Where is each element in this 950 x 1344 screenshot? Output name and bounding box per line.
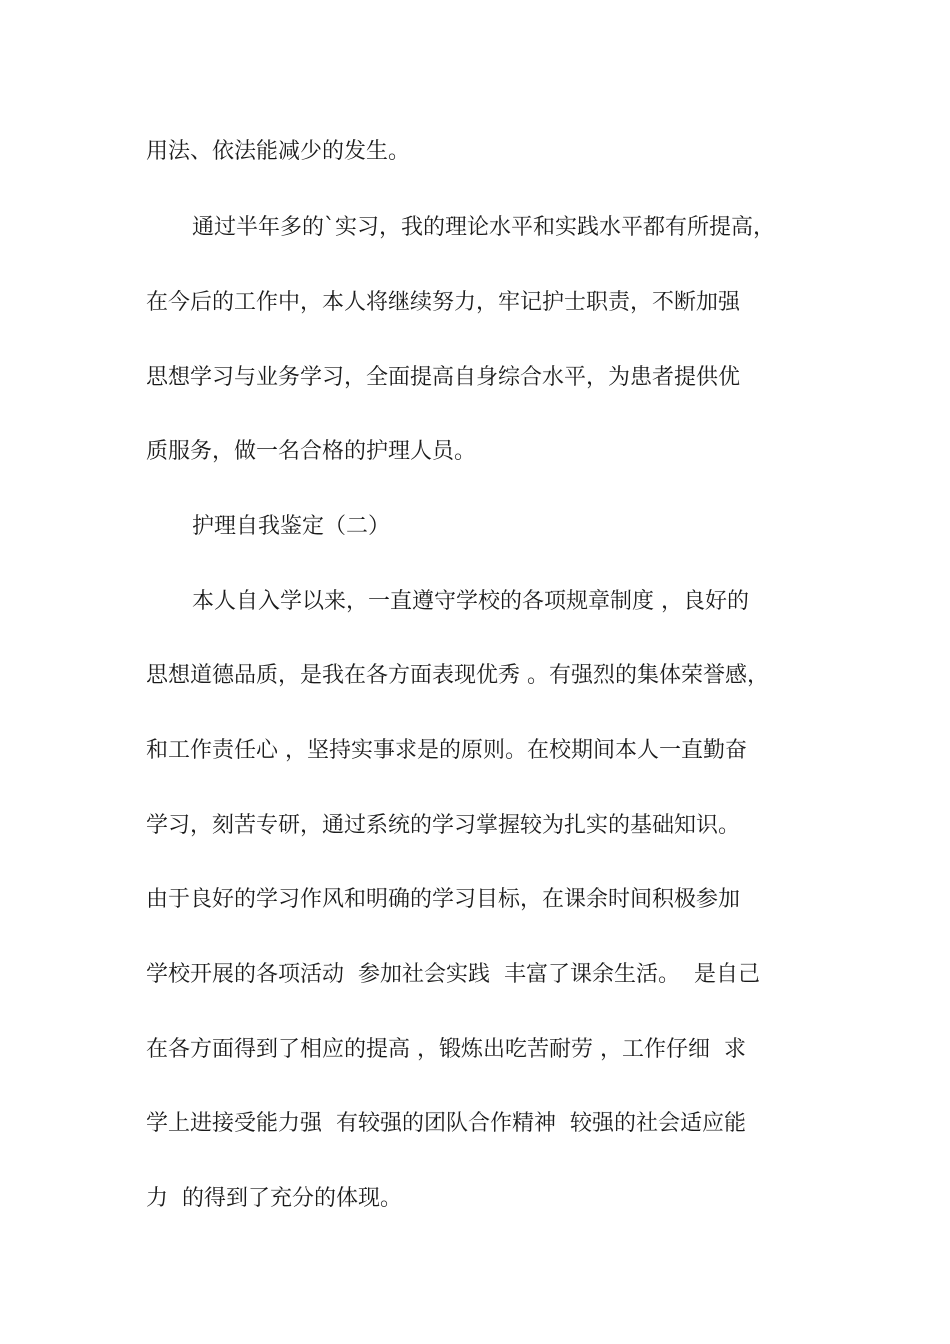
paragraph-line: 思想学习与业务学习，全面提高自身综合水平，为患者提供优 [146, 365, 741, 390]
paragraph-line: 力 的得到了充分的体现。 [146, 1186, 402, 1211]
paragraph-line: 学习，刻苦专研，通过系统的学习掌握较为扎实的基础知识。 [146, 813, 741, 838]
paragraph-line: 在今后的工作中，本人将继续努力，牢记护士职责，不断加强 [146, 290, 741, 315]
paragraph-line: 由于良好的学习作风和明确的学习目标，在课余时间积极参加 [146, 887, 741, 912]
section-heading: 护理自我鉴定（二） [192, 514, 391, 539]
paragraph-line: 通过半年多的`实习，我的理论水平和实践水平都有所提高， [192, 215, 776, 240]
paragraph-line: 思想道德品质，是我在各方面表现优秀 。有强烈的集体荣誉感， [146, 663, 769, 688]
paragraph-line: 本人自入学以来，一直遵守学校的各项规章制度 ，良好的 [192, 589, 749, 614]
paragraph-line: 和工作责任心 ，坚持实事求是的原则。在校期间本人一直勤奋 [146, 738, 747, 763]
paragraph-line: 学上进接受能力强 有较强的团队合作精神 较强的社会适应能 [146, 1111, 746, 1136]
paragraph-line: 用法、依法能减少的发生。 [146, 139, 411, 164]
paragraph-line: 质服务，做一名合格的护理人员。 [146, 439, 477, 464]
paragraph-line: 学校开展的各项活动 参加社会实践 丰富了课余生活。 是自己 [146, 962, 760, 987]
paragraph-line: 在各方面得到了相应的提高 ，锻炼出吃苦耐劳 ，工作仔细 求 [146, 1037, 746, 1062]
